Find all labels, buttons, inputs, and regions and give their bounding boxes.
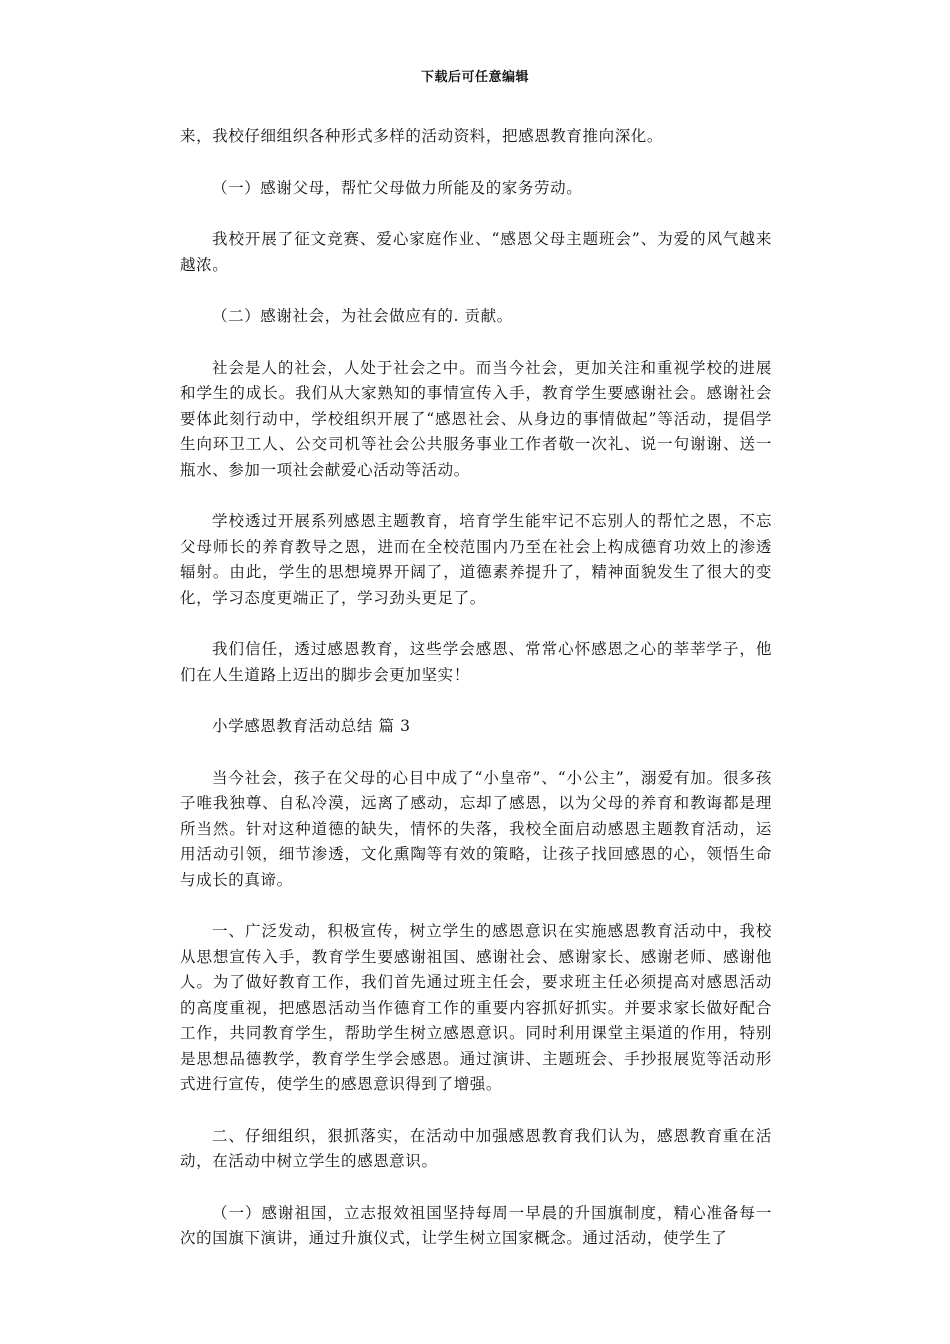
paragraph-3: 我校开展了征文竞赛、爱心家庭作业、“感恩父母主题班会”、为爱的风气越来越浓。 xyxy=(180,230,772,274)
paragraph-2: （一）感谢父母，帮忙父母做力所能及的家务劳动。 xyxy=(212,178,583,197)
paragraph-9: 一、广泛发动，积极宣传，树立学生的感恩意识在实施感恩教育活动中，我校从思想宣传入手，教育学生要感谢祖国、感谢社会、感谢家长、感谢老师、感谢他人。为了做好教育工作，我们首先通过班主任会，要求班主任必须提高对感恩活动的高度重视，把感恩活动当作德育工作的重要内容抓好抓实。并要求家长做好配合工作，共同教育学生，帮助学生树立感恩意识。同时利用课堂主渠道的作用，特别是思想品德教学，教育学生学会感恩。通过演讲、主题班会、手抄报展览等活动形式进行宣传，使学生的感恩意识得到了增强。 xyxy=(180,922,772,1093)
section-title: 小学感恩教育活动总结 篇 3 xyxy=(212,717,411,735)
paragraph-1: 来，我校仔细组织各种形式多样的活动资料，把感恩教育推向深化。 xyxy=(180,127,664,145)
paragraph-4: （二）感谢社会，为社会做应有的. 贡献。 xyxy=(212,307,513,325)
paragraph-6: 学校透过开展系列感恩主题教育，培育学生能牢记不忘别人的帮忙之恩，不忘父母师长的养育教导之恩，进而在全校范围内乃至在社会上构成德育功效上的渗透辐射。由此，学生的思想境界开阔了，道德素养提升了，精神面貌发生了很大的变化，学习态度更端正了，学习劲头更足了。 xyxy=(180,512,772,607)
paragraph-11: （一）感谢祖国，立志报效祖国坚持每周一早晨的升国旗制度，精心准备每一次的国旗下演讲，通过升旗仪式，让学生树立国家概念。通过活动，使学生了 xyxy=(180,1203,772,1247)
document-body xyxy=(180,124,772,1278)
paragraph-5: 社会是人的社会，人处于社会之中。而当今社会，更加关注和重视学校的进展和学生的成长。我们从大家熟知的事情宣传入手，教育学生要感谢社会。感谢社会要体此刻行动中，学校组织开展了“感恩社会、从身边的事情做起”等活动，提倡学生向环卫工人、公交司机等社会公共服务事业工作者敬一次礼、说一句谢谢、送一瓶水、参加一项社会献爱心活动等活动。 xyxy=(180,358,772,479)
paragraph-8: 当今社会，孩子在父母的心目中成了“小皇帝”、“小公主”，溺爱有加。很多孩子唯我独尊、自私冷漠，远离了感动，忘却了感恩，以为父母的养育和教诲都是理所当然。针对这种道德的缺失，情怀的失落，我校全面启动感恩主题教育活动，运用活动引领，细节渗透，文化熏陶等有效的策略，让孩子找回感恩的心，领悟生命与成长的真谛。 xyxy=(180,768,772,889)
paragraph-10: 二、仔细组织，狠抓落实，在活动中加强感恩教育我们认为，感恩教育重在活动，在活动中树立学生的感恩意识。 xyxy=(180,1126,772,1170)
paragraph-7: 我们信任，透过感恩教育，这些学会感恩、常常心怀感恩之心的莘莘学子，他们在人生道路上迈出的脚步会更加坚实！ xyxy=(180,640,772,684)
page-header: 下载后可任意编辑 xyxy=(420,70,529,85)
